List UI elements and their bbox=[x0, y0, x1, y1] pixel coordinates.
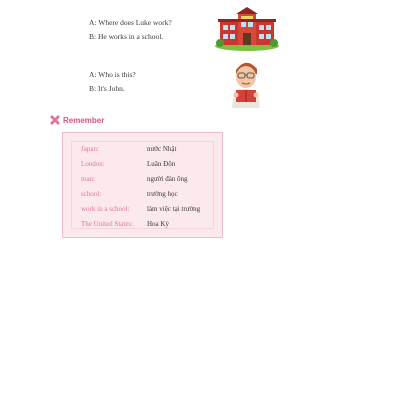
remember-heading bbox=[50, 115, 104, 125]
vocab-english: man: bbox=[81, 175, 95, 183]
vocab-row bbox=[62, 205, 222, 220]
vocab-vietnamese: người đàn ông bbox=[147, 175, 188, 183]
answer-line: B: He works in a school. bbox=[89, 32, 164, 41]
dialogue-1 bbox=[89, 16, 172, 44]
vocab-row bbox=[62, 145, 222, 160]
vocab-english: London: bbox=[81, 160, 105, 168]
vocab-english: school: bbox=[81, 190, 102, 198]
vocab-row bbox=[62, 190, 222, 205]
vocab-english: Japan: bbox=[81, 145, 99, 153]
remember-title: Remember bbox=[63, 115, 105, 125]
man-reading-book-icon bbox=[228, 58, 264, 108]
vocab-vietnamese: trường học bbox=[147, 190, 178, 198]
vocab-english: work in a school: bbox=[81, 205, 130, 213]
answer-line: B: It's John. bbox=[89, 84, 125, 93]
vocab-vietnamese: làm việc tại trường bbox=[147, 205, 201, 213]
vocab-row bbox=[62, 220, 222, 235]
vocab-row bbox=[62, 175, 222, 190]
vocab-row bbox=[62, 160, 222, 175]
vocab-vietnamese: Hoa Kỳ bbox=[147, 220, 169, 228]
vocab-vietnamese: nước Nhật bbox=[147, 145, 177, 153]
school-building-icon bbox=[214, 7, 280, 51]
dialogue-2 bbox=[89, 68, 136, 96]
vocab-english: The United States: bbox=[81, 220, 134, 228]
vocab-vietnamese: Luân Đôn bbox=[147, 160, 176, 168]
pink-cross-icon bbox=[50, 115, 60, 125]
question-line: A: Who is this? bbox=[89, 70, 136, 79]
question-line: A: Where does Luke work? bbox=[89, 18, 172, 27]
